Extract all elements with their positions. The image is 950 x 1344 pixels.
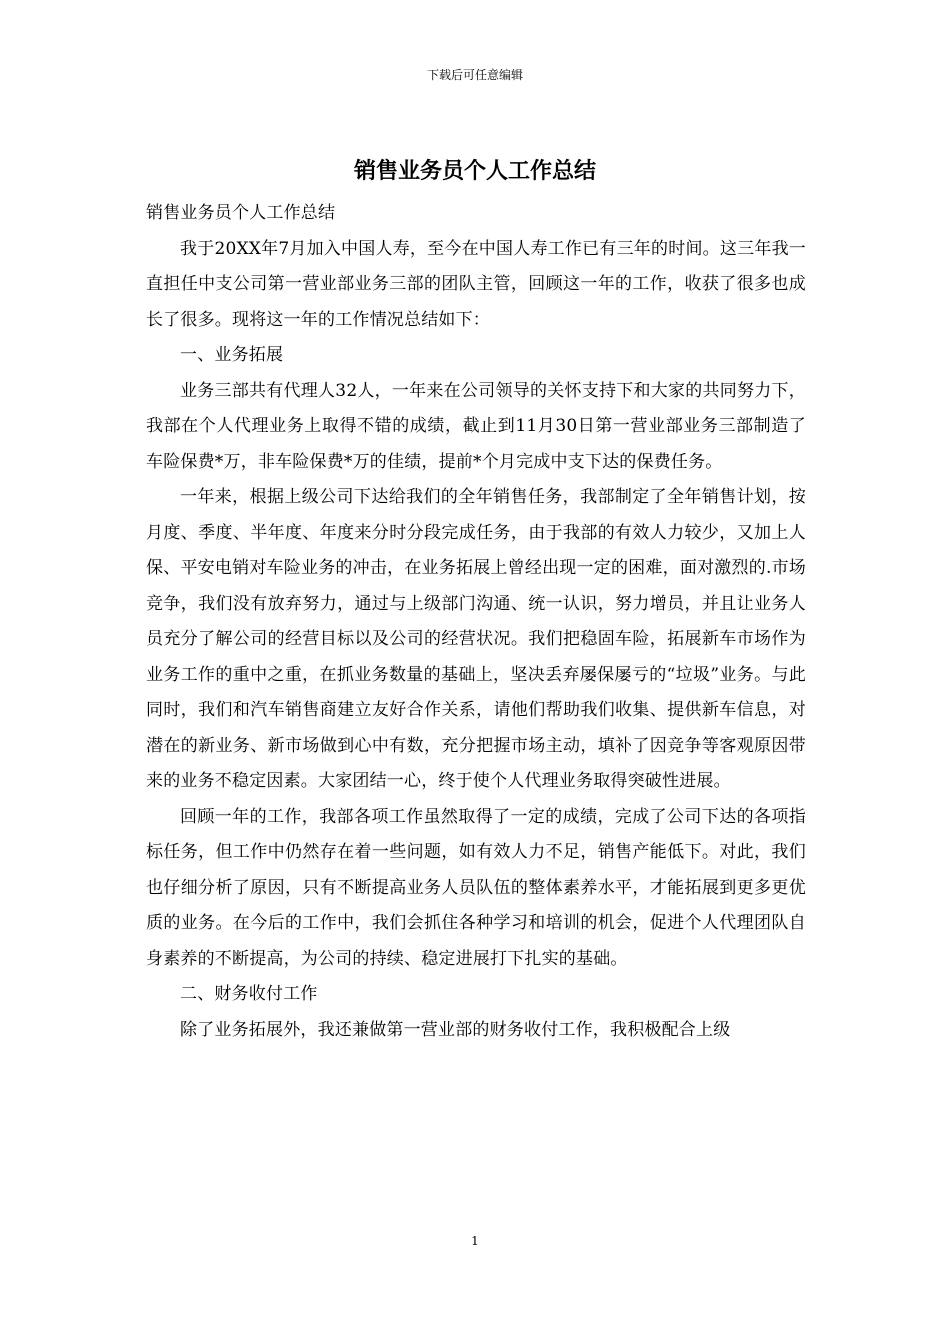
document-body <box>146 196 806 1048</box>
page-number: 1 <box>471 1234 479 1248</box>
document-title: 销售业务员个人工作总结 <box>353 158 596 184</box>
paragraph-intro: 我于20XX年7月加入中国人寿，至今在中国人寿工作已有三年的时间。这三年我一直担任中支公司第一营业部业务三部的团队主管，回顾这一年的工作，收获了很多也成长了很多。现将这一年的工作情况总结如下： <box>146 238 806 330</box>
paragraph-finance: 除了业务拓展外，我还兼做第一营业部的财务收付工作，我积极配合上级 <box>180 1019 731 1040</box>
section-heading-finance: 二、财务收付工作 <box>180 984 318 1004</box>
paragraph-business-plan: 一年来，根据上级公司下达给我们的全年销售任务，我部制定了全年销售计划，按月度、季度、半年度、年度来分时分段完成任务，由于我部的有效人力较少，又加上人保、平安电销对车险业务的冲击，在业务拓展上曾经出现一定的困难，面对激烈的.市场竞争，我们没有放弃努力，通过与上级部门沟通、统一认识，努力增员，并且让业务人员充分了解公司的经营目标以及公司的经营状况。我们把稳固车险，拓展新车市场作为业务工作的重中之重，在抓业务数量的基础上，坚决丢弃屡保屡亏的“垃圾”业务。与此同时，我们和汽车销售商建立友好合作关系，请他们帮助我们收集、提供新车信息，对潜在的新业务、新市场做到心中有数，充分把握市场主动，填补了因竞争等客观原因带来的业务不稳定因素。大家团结一心，终于使个人代理业务取得突破性进展。 <box>146 487 806 791</box>
paragraph-business-results: 业务三部共有代理人32人，一年来在公司领导的关怀支持下和大家的共同努力下，我部在个人代理业务上取得不错的成绩，截止到11月30日第一营业部业务三部制造了车险保费*万，非车险保费*万的佳绩，提前*个月完成中支下达的保费任务。 <box>146 380 806 472</box>
section-heading-business: 一、业务拓展 <box>180 345 284 365</box>
paragraph-subtitle: 销售业务员个人工作总结 <box>146 203 336 223</box>
paragraph-review: 回顾一年的工作，我部各项工作虽然取得了一定的成绩，完成了公司下达的各项指标任务，但工作中仍然存在着一些问题，如有效人力不足，销售产能低下。对此，我们也仔细分析了原因，只有不断提高业务人员队伍的整体素养水平，才能拓展到更多更优质的业务。在今后的工作中，我们会抓住各种学习和培训的机会，促进个人代理团队自身素养的不断提高，为公司的持续、稳定进展打下扎实的基础。 <box>146 806 806 969</box>
header-note: 下载后可任意编辑 <box>426 68 523 82</box>
